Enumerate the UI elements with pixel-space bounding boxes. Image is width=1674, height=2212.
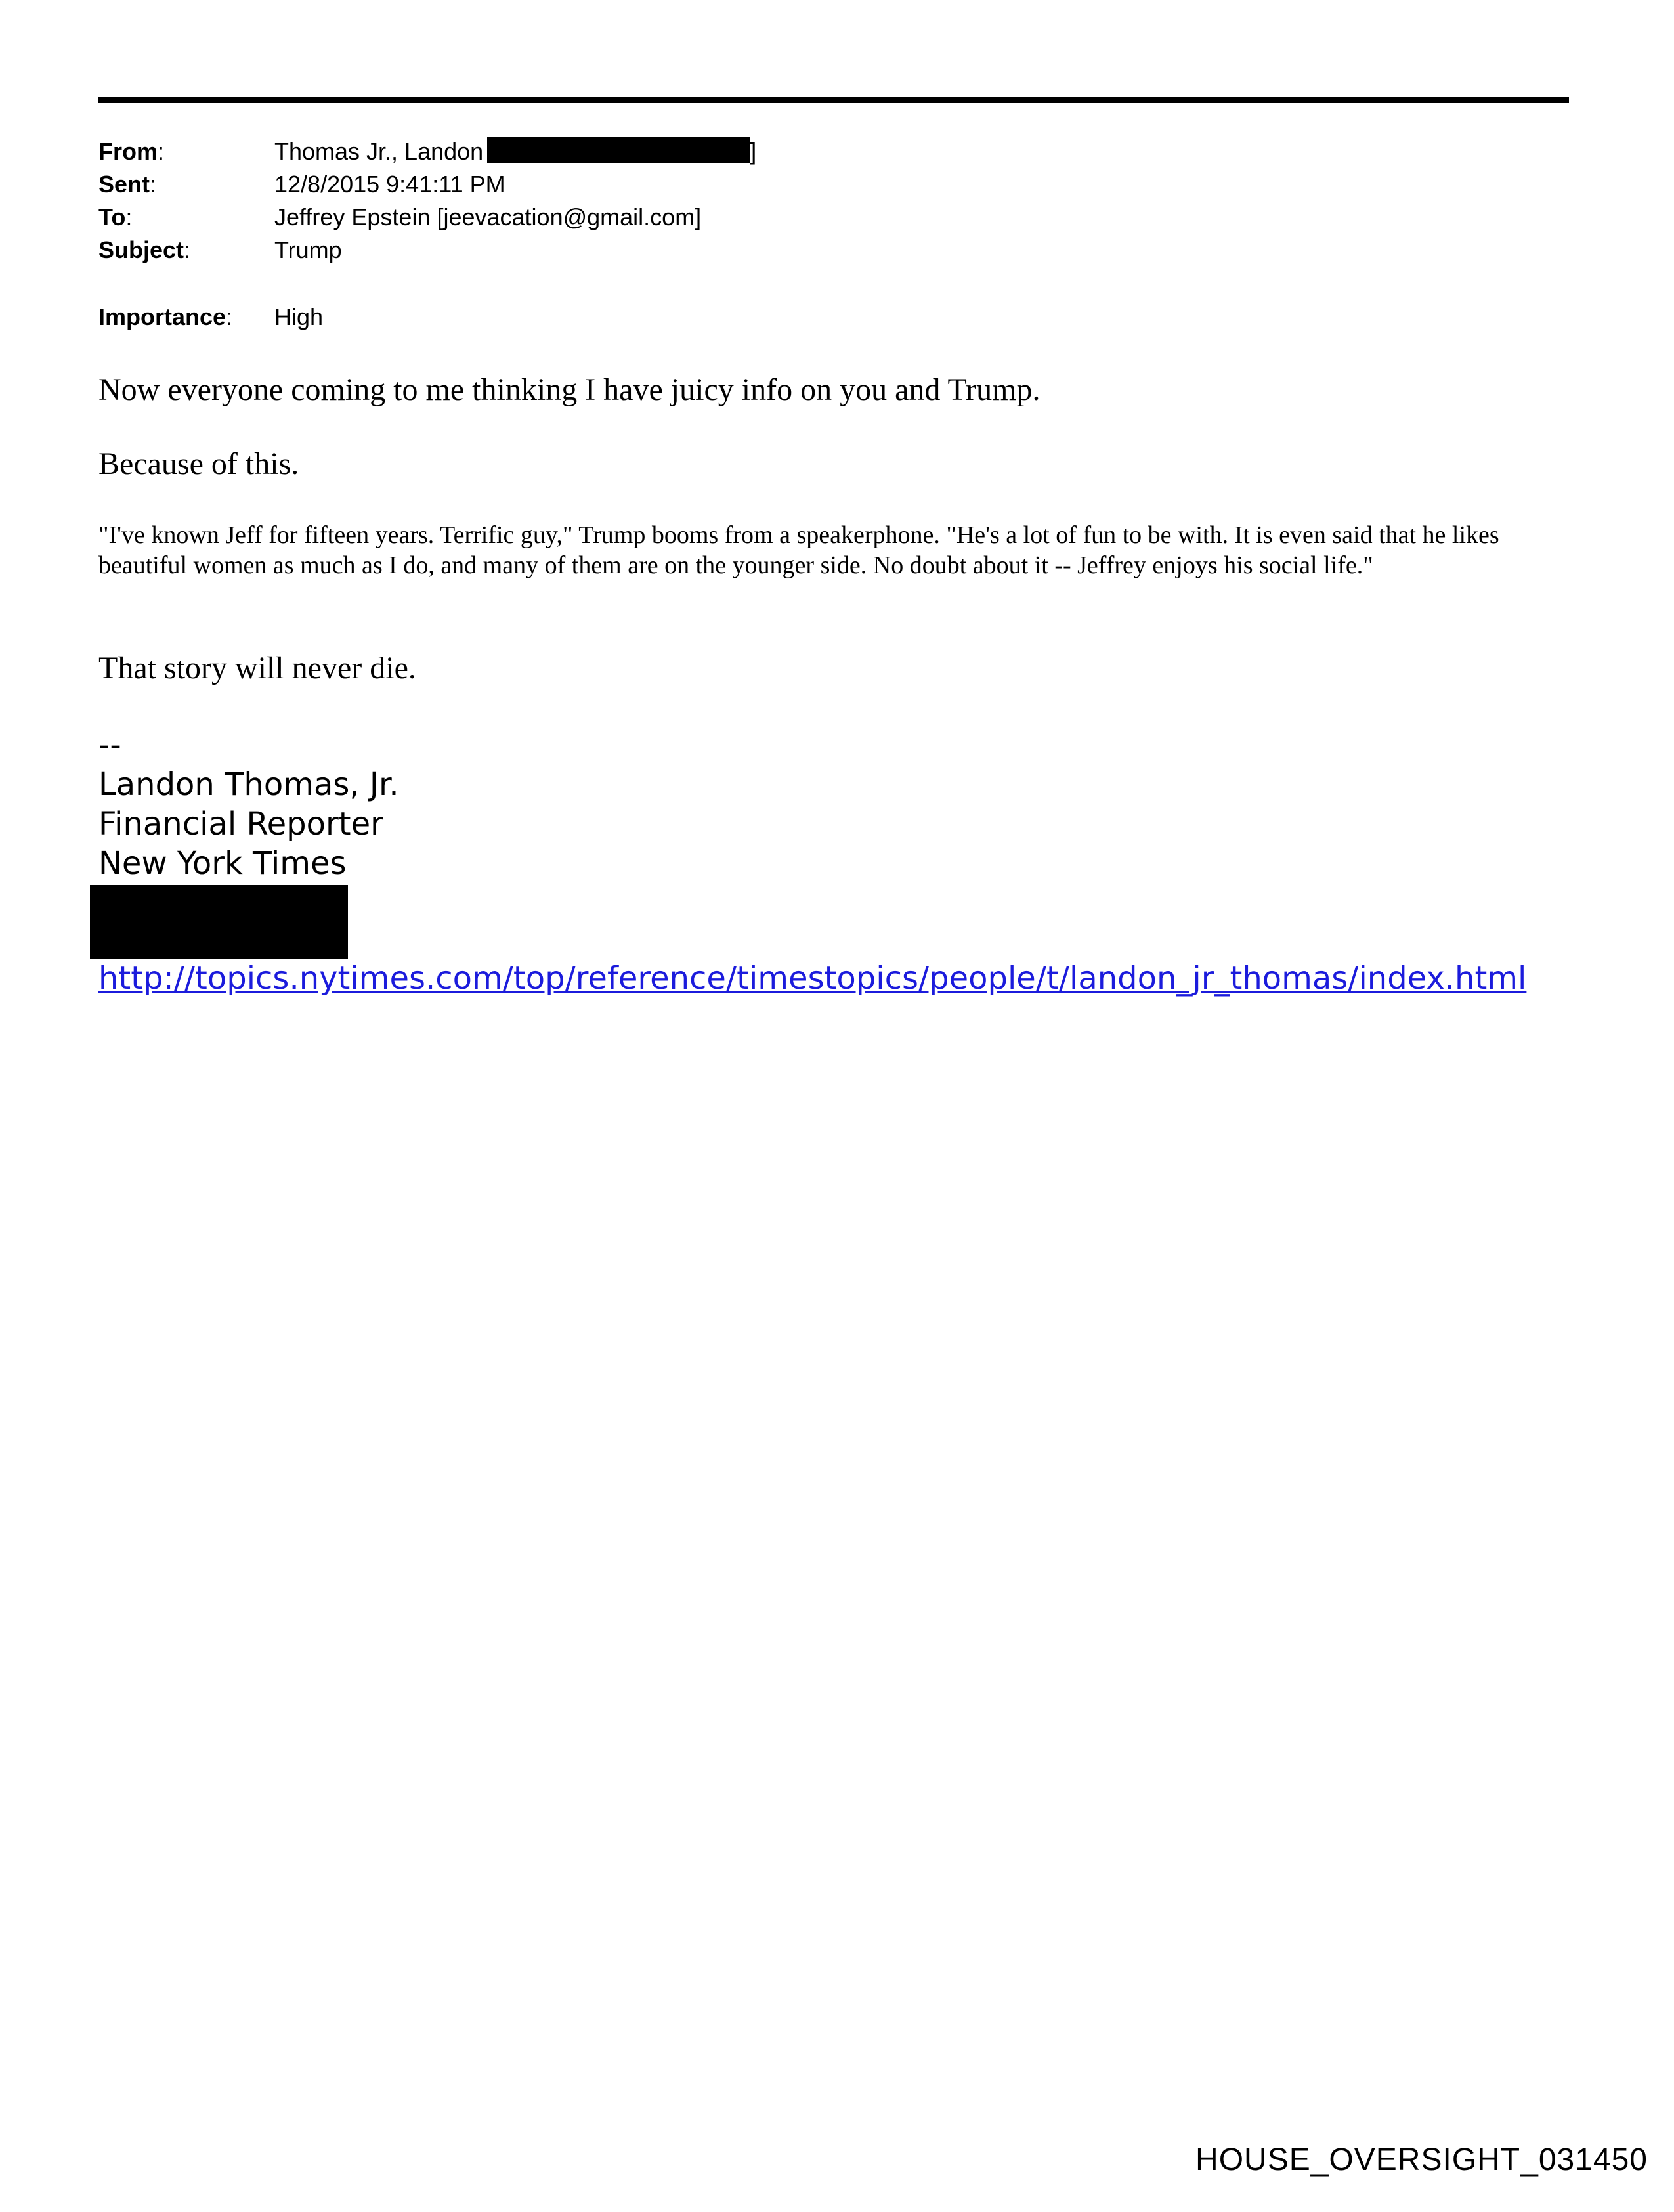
from-label: From: [98, 138, 158, 165]
body-quote: "I've known Jeff for fifteen years. Terrific guy," Trump booms from a speakerphone. "He's a lot of fun to be with. It is even said that he likes beautiful women as much as I do, and many of them are on the younger side. No doubt about it -- Jeffrey enjoys his social life.": [98, 521, 1499, 579]
subject-row: [98, 234, 756, 267]
importance-row: [98, 301, 756, 334]
from-close-bracket: ]: [750, 138, 757, 165]
sent-label: Sent: [98, 171, 150, 198]
importance-label-cell: Importance:: [98, 303, 233, 330]
subject-value: Trump: [274, 236, 342, 263]
to-label-cell: To:: [98, 204, 133, 230]
bates-number: HOUSE_OVERSIGHT_031450: [1195, 2142, 1648, 2177]
from-value: Thomas Jr., Landon: [274, 138, 484, 165]
redaction-signature-phone: [90, 885, 348, 959]
redaction-from-email: [487, 137, 750, 163]
signature-block: [98, 726, 399, 883]
sent-value: 12/8/2015 9:41:11 PM: [274, 171, 505, 198]
from-label-cell: From:: [98, 138, 165, 165]
importance-value: High: [274, 303, 324, 330]
subject-label: Subject: [98, 236, 184, 263]
header-rule: [98, 97, 1569, 103]
signature-org: New York Times: [98, 845, 347, 882]
body-paragraph-2: Because of this.: [98, 446, 299, 481]
importance-label: Importance: [98, 303, 226, 330]
sent-label-cell: Sent:: [98, 171, 157, 198]
signature-link[interactable]: http://topics.nytimes.com/top/reference/timestopics/people/t/landon_jr_thomas/index.html: [98, 960, 1527, 997]
signature-dashes: --: [98, 727, 121, 764]
body-paragraph-1: Now everyone coming to me thinking I have juicy info on you and Trump.: [98, 372, 1041, 407]
to-label: To: [98, 204, 126, 230]
signature-name: Landon Thomas, Jr.: [98, 766, 399, 803]
from-value-cell: [274, 135, 756, 168]
sent-row: [98, 168, 756, 201]
signature-title: Financial Reporter: [98, 806, 383, 842]
email-header: [98, 135, 756, 334]
subject-label-cell: Subject:: [98, 236, 191, 263]
to-row: [98, 201, 756, 234]
from-row: [98, 135, 756, 168]
body-paragraph-4: That story will never die.: [98, 651, 416, 685]
to-value: Jeffrey Epstein [jeevacation@gmail.com]: [274, 204, 702, 230]
